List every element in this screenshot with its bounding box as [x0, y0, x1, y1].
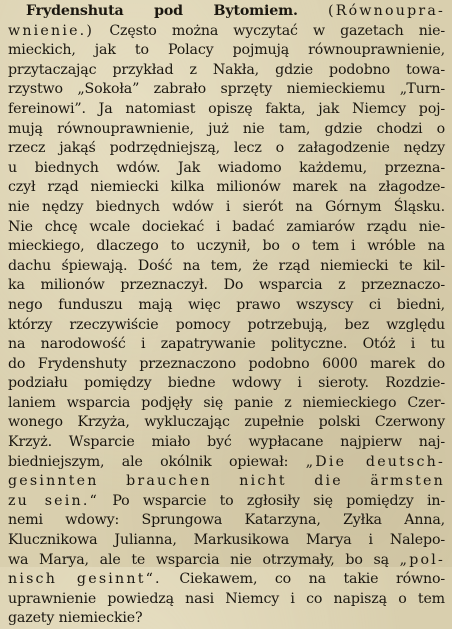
article-line: dachu śpiewają. Dość na tem, że rząd niemiecki te kil- — [8, 257, 445, 274]
german-quote: zu sein.“ — [8, 492, 100, 509]
article-line: nemi wdowy: Sprungowa Katarzyna, Zyłka Anna, — [8, 512, 445, 529]
body-text: biedniejszym, ale okólnik opiewał: — [8, 453, 289, 470]
article-line: u biednych wdów. Jak wiadomo każdemu, przezna- — [8, 159, 445, 176]
article-line: fereinowi”. Ja natomiast opiszę fakta, jak Niemcy poj- — [8, 100, 445, 117]
article-line: uprawnienie powiedzą nasi Niemcy i co napiszą o tem — [8, 590, 445, 607]
headline: Frydenshuta pod Bytomiem. — [26, 3, 298, 19]
body-text: Często można wyczytać w gazetach nie- — [109, 22, 445, 39]
article-line: nego funduszu mają więc prawo wszyscy ci biedni, — [8, 296, 445, 313]
article-line: nie nędzy biednych wdów i sierót na Górnym Śląsku. — [8, 198, 445, 215]
headline-tag: (Równoupra- — [327, 3, 445, 19]
german-quote: gesinnten brauchen nicht die ärmsten — [8, 473, 445, 490]
article-line: mieckiego, dlaczego to uczynił, bo o tem i wróble na — [8, 238, 445, 255]
article-line: do Frydenshuty przeznaczono podobno 6000 marek do — [8, 355, 445, 372]
article-line: Klucznikowa Julianna, Markusikowa Marya i Nalepo- — [8, 532, 445, 549]
article-line: czył rząd niemiecki kilka milionów marek na złagodze- — [8, 179, 445, 196]
article-line: mieckich, jak to Polacy pojmują równouprawnienie, — [8, 42, 445, 59]
article-line: rzecz jakąś podrzędniejszą, lecz o załagodzenie nędzy — [8, 140, 445, 157]
body-text: wa Marya, ale te wsparcia nie otrzymały, bo są — [8, 551, 389, 568]
article-line-final: gazety niemieckie? — [8, 610, 143, 627]
article-line-23 — [8, 453, 445, 473]
headline-tag-continued: wnienie.) — [8, 22, 95, 39]
article-line-1 — [8, 2, 445, 22]
body-text: Ciekawem, co na takie równo- — [179, 571, 445, 588]
article-line-28 — [8, 551, 445, 571]
german-quote: „Die deutsch- — [305, 453, 445, 470]
article-line: mują równouprawnienie, już nie tam, gdzie chodzi o — [8, 120, 445, 137]
article-line-24 — [8, 472, 445, 492]
article-line-2 — [8, 22, 445, 42]
article-line: przytaczając przykład z Nakła, gdzie podobno towa- — [8, 61, 445, 78]
german-quote: „pol- — [399, 551, 445, 568]
german-quote: nisch gesinnt“. — [8, 571, 162, 588]
article-line-25 — [8, 492, 445, 512]
article-line: laniem wsparcia podjęły się panie z niemieckiego Czer- — [8, 394, 445, 411]
body-text: Po wsparcie to zgłosiły się pomiędzy in- — [112, 492, 445, 509]
article-line: Nie chcę wcale dociekać i badać zamiarów rządu nie- — [8, 218, 445, 235]
article-line: wonego Krzyża, wykluczając zupełnie polski Czerwony — [8, 414, 445, 431]
article-line: rzystwo „Sokoła” zabrało sprzęty niemieckiemu „Turn- — [8, 81, 445, 98]
article-line-29 — [8, 570, 445, 590]
article-line: na narodowość i zapatrywanie polityczne. Otóż i tu — [8, 336, 445, 353]
article-line: podziału pomiędzy biedne wdowy i sieroty. Rozdzie- — [8, 375, 445, 392]
article-line: ka milionów przeznaczył. Do wsparcia z przeznaczo- — [8, 277, 445, 294]
article-line: Krzyż. Wsparcie miało być wypłacane najpierw naj- — [8, 434, 445, 451]
article-line: którzy rzeczywiście pomocy potrzebują, bez względu — [8, 316, 445, 333]
